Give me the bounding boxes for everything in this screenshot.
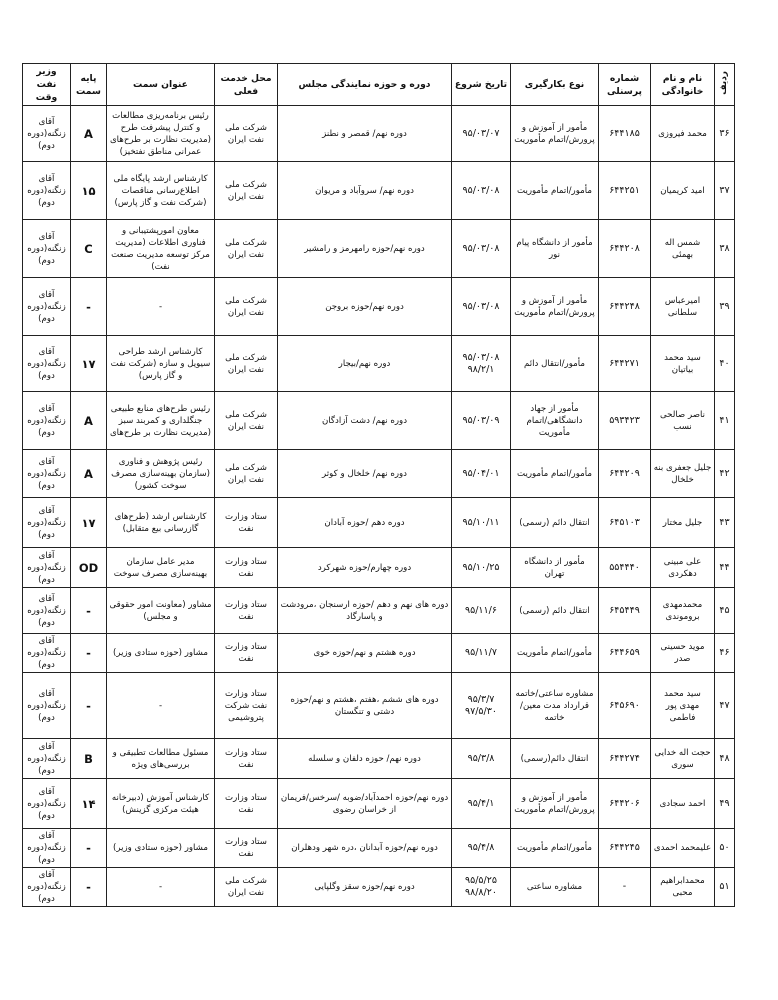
start-date: ۹۵/۳/۸ [452, 739, 511, 779]
header-row [23, 64, 735, 106]
parliament-term: دوره نهم/ حوزه دلفان و سلسله [278, 739, 452, 779]
row-number: ۴۷ [715, 673, 735, 739]
current-location: شرکت ملی نفت ایران [215, 392, 278, 450]
position-title: رئیس پژوهش و فناوری (سازمان بهینه‌سازی مصرف سوخت کشور) [107, 450, 215, 498]
position-title: رئیس طرح‌های منابع طبیعی جنگلداری و کمربند سبز (مدیریت نظارت بر طرح‌های [107, 392, 215, 450]
personnel-number: ۶۴۴۲۷۴ [599, 739, 651, 779]
parliament-term: دوره نهم/ سروآباد و مریوان [278, 162, 452, 220]
employment-type: مأمور/اتمام مأموریت [511, 162, 599, 220]
minister-cell: آقای زنگنه(دوره دوم) [23, 498, 71, 548]
row-number: ۳۶ [715, 106, 735, 162]
current-location: ستاد وزارت نفت شرکت پتروشیمی [215, 673, 278, 739]
position-base: ۱۷ [71, 498, 107, 548]
parliament-term: دوره هشتم و نهم/حوزه خوی [278, 634, 452, 673]
current-location: ستاد وزارت نفت [215, 498, 278, 548]
position-title: مدیر عامل سازمان بهینه‌سازی مصرف سوخت [107, 548, 215, 588]
current-location: شرکت ملی نفت ایران [215, 106, 278, 162]
header-name: نام و نام خانوادگی [651, 64, 715, 106]
employment-type: انتقال دائم(رسمی) [511, 739, 599, 779]
employment-type: مأمور از جهاد دانشگاهی/اتمام مأموریت [511, 392, 599, 450]
table-row [23, 739, 735, 779]
row-number: ۳۹ [715, 278, 735, 336]
row-number: ۴۱ [715, 392, 735, 450]
current-location: ستاد وزارت نفت [215, 779, 278, 829]
start-date: ۹۵/۱۱/۷ [452, 634, 511, 673]
minister-cell: آقای زنگنه(دوره دوم) [23, 868, 71, 907]
header-personnel-number: شماره پرسنلی [599, 64, 651, 106]
personnel-number: - [599, 868, 651, 907]
personnel-number: ۵۵۴۴۴۰ [599, 548, 651, 588]
parliament-term: دوره نهم/ دشت آزادگان [278, 392, 452, 450]
minister-cell: آقای زنگنه(دوره دوم) [23, 829, 71, 868]
position-title: - [107, 673, 215, 739]
start-date: ۹۵/۰۳/۰۸ [452, 278, 511, 336]
position-title: مشاور (حوزه ستادی وزیر) [107, 829, 215, 868]
row-number: ۴۹ [715, 779, 735, 829]
start-date: ۹۵/۰۳/۰۷ [452, 106, 511, 162]
personnel-number: ۶۴۴۲۰۸ [599, 220, 651, 278]
minister-cell: آقای زنگنه(دوره دوم) [23, 450, 71, 498]
position-title: کارشناس ارشد پایگاه ملی اطلاع‌رسانی مناقصات (شرکت نفت و گاز پارس) [107, 162, 215, 220]
header-current-location: محل خدمت فعلی [215, 64, 278, 106]
header-position-title: عنوان سمت [107, 64, 215, 106]
start-date: ۹۵/۱۰/۲۵ [452, 548, 511, 588]
position-base: ۱۵ [71, 162, 107, 220]
minister-cell: آقای زنگنه(دوره دوم) [23, 336, 71, 392]
current-location: شرکت ملی نفت ایران [215, 220, 278, 278]
minister-cell: آقای زنگنه(دوره دوم) [23, 634, 71, 673]
table-row [23, 548, 735, 588]
name-cell: محمدمهدی بروموندی [651, 588, 715, 634]
employment-type: مأمور/اتمام مأموریت [511, 829, 599, 868]
employment-type: مأمور/اتمام مأموریت [511, 450, 599, 498]
employment-type: مأمور از آموزش و پرورش/اتمام مأموریت [511, 779, 599, 829]
row-number: ۳۸ [715, 220, 735, 278]
parliament-term: دوره دهم /حوزه آبادان [278, 498, 452, 548]
minister-cell: آقای زنگنه(دوره دوم) [23, 220, 71, 278]
position-base: - [71, 673, 107, 739]
personnel-number: ۶۴۴۱۸۵ [599, 106, 651, 162]
position-base: A [71, 392, 107, 450]
parliament-term: دوره چهارم/حوزه شهرکرد [278, 548, 452, 588]
personnel-number: ۵۹۳۴۲۳ [599, 392, 651, 450]
table-row [23, 278, 735, 336]
position-base: C [71, 220, 107, 278]
personnel-number: ۶۴۵۴۴۹ [599, 588, 651, 634]
row-number: ۳۷ [715, 162, 735, 220]
minister-cell: آقای زنگنه(دوره دوم) [23, 779, 71, 829]
parliament-term: دوره های ششم ،هفتم ،هشتم و نهم/حوزه دشتی و تنگستان [278, 673, 452, 739]
table-row [23, 450, 735, 498]
employment-type: انتقال دائم (رسمی) [511, 588, 599, 634]
personnel-number: ۶۴۵۶۹۰ [599, 673, 651, 739]
table-row [23, 220, 735, 278]
position-base: - [71, 634, 107, 673]
position-title: مسئول مطالعات تطبیقی و بررسی‌های ویژه [107, 739, 215, 779]
start-date: ۹۵/۰۳/۰۹ [452, 392, 511, 450]
personnel-number: ۶۴۴۲۰۹ [599, 450, 651, 498]
table-row [23, 498, 735, 548]
current-location: شرکت ملی نفت ایران [215, 868, 278, 907]
employment-type: مأمور از آموزش و پرورش/اتمام مأموریت [511, 278, 599, 336]
name-cell: محمدابراهیم محبی [651, 868, 715, 907]
row-number: ۴۶ [715, 634, 735, 673]
table-row [23, 392, 735, 450]
start-date: ۹۵/۳/۷ ۹۷/۵/۳۰ [452, 673, 511, 739]
position-title: کارشناس ارشد (طرح‌های گازرسانی بیع متقابل) [107, 498, 215, 548]
table-row [23, 588, 735, 634]
personnel-number: ۶۴۴۲۵۱ [599, 162, 651, 220]
position-base: B [71, 739, 107, 779]
table-row [23, 779, 735, 829]
position-title: کارشناس آموزش (دبیرخانه هیئت مرکزی گزینش) [107, 779, 215, 829]
row-number: ۴۴ [715, 548, 735, 588]
position-title: کارشناس ارشد طراحی سیویل و سازه (شرکت نفت و گاز پارس) [107, 336, 215, 392]
header-parliament-term: دوره و حوزه نمایندگی مجلس [278, 64, 452, 106]
position-title: رئیس برنامه‌ریزی مطالعات و کنترل پیشرفت طرح (مدیریت نظارت بر طرح‌های عمرانی مناطق نفتخیز) [107, 106, 215, 162]
table-row [23, 106, 735, 162]
name-cell: سید محمد مهدی پور فاطمی [651, 673, 715, 739]
minister-cell: آقای زنگنه(دوره دوم) [23, 588, 71, 634]
name-cell: جلیل مختار [651, 498, 715, 548]
current-location: شرکت ملی نفت ایران [215, 450, 278, 498]
position-base: - [71, 829, 107, 868]
name-cell: سید محمد بیاتیان [651, 336, 715, 392]
start-date: ۹۵/۱۱/۶ [452, 588, 511, 634]
start-date: ۹۵/۰۴/۰۱ [452, 450, 511, 498]
name-cell: احمد سجادی [651, 779, 715, 829]
table-row [23, 634, 735, 673]
start-date: ۹۵/۴/۸ [452, 829, 511, 868]
header-start-date: تاریخ شروع [452, 64, 511, 106]
employment-type: مأمور/اتمام مأموریت [511, 634, 599, 673]
table-row [23, 336, 735, 392]
row-number: ۴۰ [715, 336, 735, 392]
table-row [23, 829, 735, 868]
name-cell: امیرعباس سلطانی [651, 278, 715, 336]
name-cell: محمد فیروزی [651, 106, 715, 162]
header-employment-type: نوع بکارگیری [511, 64, 599, 106]
name-cell: ناصر صالحی نسب [651, 392, 715, 450]
row-number: ۴۸ [715, 739, 735, 779]
parliament-term: دوره نهم/حوزه رامهرمز و رامشیر [278, 220, 452, 278]
position-title: معاون امورپشتیبانی و فناوری اطلاعات (مدیریت مرکز توسعه مدیریت صنعت نفت) [107, 220, 215, 278]
parliament-term: دوره نهم/حوزه احمدآباد/ضوبه /سرخس/فریمان از خراسان رضوی [278, 779, 452, 829]
current-location: ستاد وزارت نفت [215, 634, 278, 673]
parliament-term: دوره نهم/حوزه سقز وگلپایی [278, 868, 452, 907]
employment-type: مأمور از دانشگاه پیام نور [511, 220, 599, 278]
position-base: ۱۷ [71, 336, 107, 392]
position-base: OD [71, 548, 107, 588]
table-row [23, 868, 735, 907]
name-cell: شمس اله بهمئی [651, 220, 715, 278]
parliament-term: دوره نهم/ قمصر و نطنز [278, 106, 452, 162]
name-cell: علیمحمد احمدی [651, 829, 715, 868]
minister-cell: آقای زنگنه(دوره دوم) [23, 278, 71, 336]
row-number: ۴۳ [715, 498, 735, 548]
minister-cell: آقای زنگنه(دوره دوم) [23, 739, 71, 779]
employment-type: مأمور از آموزش و پرورش/اتمام مأموریت [511, 106, 599, 162]
employment-type: انتقال دائم (رسمی) [511, 498, 599, 548]
employment-type: مشاوره ساعتی [511, 868, 599, 907]
row-number: ۵۱ [715, 868, 735, 907]
minister-cell: آقای زنگنه(دوره دوم) [23, 392, 71, 450]
position-title: مشاور (حوزه ستادی وزیر) [107, 634, 215, 673]
current-location: شرکت ملی نفت ایران [215, 162, 278, 220]
current-location: ستاد وزارت نفت [215, 739, 278, 779]
table-row [23, 673, 735, 739]
row-number: ۵۰ [715, 829, 735, 868]
current-location: ستاد وزارت نفت [215, 829, 278, 868]
name-cell: حجت اله خدایی سوری [651, 739, 715, 779]
position-base: A [71, 450, 107, 498]
current-location: ستاد وزارت نفت [215, 548, 278, 588]
table-body [23, 106, 735, 907]
start-date: ۹۵/۰۳/۰۸ ۹۸/۲/۱ [452, 336, 511, 392]
employment-type: مأمور/انتقال دائم [511, 336, 599, 392]
start-date: ۹۵/۱۰/۱۱ [452, 498, 511, 548]
current-location: شرکت ملی نفت ایران [215, 336, 278, 392]
parliament-term: دوره های نهم و دهم /حوزه ارسنجان ،مرودشت و پاسارگاد [278, 588, 452, 634]
start-date: ۹۵/۰۳/۰۸ [452, 220, 511, 278]
position-base: ۱۴ [71, 779, 107, 829]
name-cell: علی مبینی دهکردی [651, 548, 715, 588]
employment-type: مشاوره ساعتی/خاتمه قرارداد مدت معین/خاتمه [511, 673, 599, 739]
current-location: ستاد وزارت نفت [215, 588, 278, 634]
parliament-term: دوره نهم/حوزه بروجن [278, 278, 452, 336]
position-base: - [71, 868, 107, 907]
employment-type: مأمور از دانشگاه تهران [511, 548, 599, 588]
row-number: ۴۵ [715, 588, 735, 634]
start-date: ۹۵/۵/۲۵ ۹۸/۸/۲۰ [452, 868, 511, 907]
position-base: - [71, 588, 107, 634]
current-location: شرکت ملی نفت ایران [215, 278, 278, 336]
personnel-number: ۶۴۴۲۰۶ [599, 779, 651, 829]
minister-cell: آقای زنگنه(دوره دوم) [23, 548, 71, 588]
personnel-number: ۶۴۴۲۴۵ [599, 829, 651, 868]
header-row-number: ردیف [715, 64, 735, 106]
minister-cell: آقای زنگنه(دوره دوم) [23, 162, 71, 220]
name-cell: موید حسینی صدر [651, 634, 715, 673]
position-base: - [71, 278, 107, 336]
position-title: - [107, 868, 215, 907]
parliament-term: دوره نهم/حوزه آبدانان ،دره شهر ودهلران [278, 829, 452, 868]
personnel-number: ۶۴۴۶۵۹ [599, 634, 651, 673]
parliament-term: دوره نهم/بیجار [278, 336, 452, 392]
row-number: ۴۲ [715, 450, 735, 498]
personnel-number: ۶۴۴۲۴۸ [599, 278, 651, 336]
minister-cell: آقای زنگنه(دوره دوم) [23, 106, 71, 162]
start-date: ۹۵/۰۳/۰۸ [452, 162, 511, 220]
personnel-table [22, 63, 735, 907]
parliament-term: دوره نهم/ خلخال و کوثر [278, 450, 452, 498]
position-title: - [107, 278, 215, 336]
name-cell: امید کریمیان [651, 162, 715, 220]
personnel-table-sheet [22, 63, 735, 907]
personnel-number: ۶۴۵۱۰۳ [599, 498, 651, 548]
position-base: A [71, 106, 107, 162]
start-date: ۹۵/۴/۱ [452, 779, 511, 829]
personnel-number: ۶۴۴۲۷۱ [599, 336, 651, 392]
name-cell: جلیل جعفری بنه خلخال [651, 450, 715, 498]
minister-cell: آقای زنگنه(دوره دوم) [23, 673, 71, 739]
position-title: مشاور (معاونت امور حقوقی و مجلس) [107, 588, 215, 634]
table-row [23, 162, 735, 220]
header-position-base: پایه سمت [71, 64, 107, 106]
header-minister: وزیر نفت وقت [23, 64, 71, 106]
